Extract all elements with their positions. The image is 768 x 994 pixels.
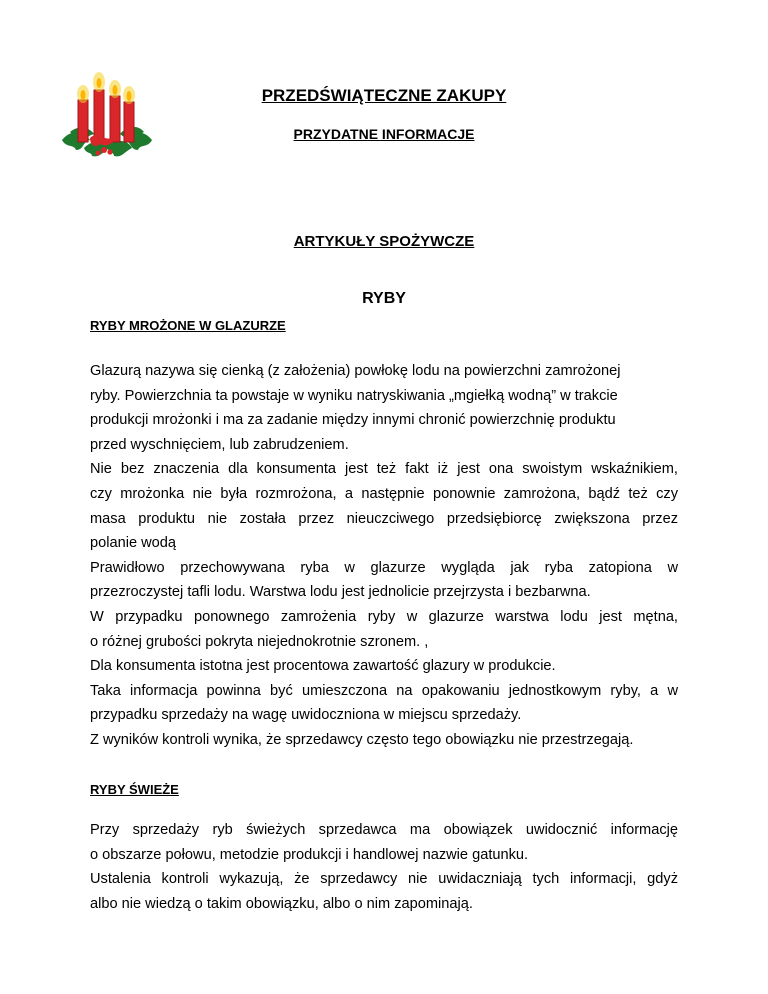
text-line: o różnej grubości pokryta niejednokrotnie szronem. , <box>90 633 429 650</box>
text-line: o obszarze połowu, metodzie produkcji i handlowej nazwie gatunku. <box>90 846 529 863</box>
text-line: Prawidłowo przechowywana ryba w glazurze wygląda jak ryba zatopiona w <box>90 559 678 576</box>
advent-candles-icon <box>54 70 160 158</box>
text-line: polanie wodą <box>90 535 177 552</box>
text-line: Z wyników kontroli wynika, że sprzedawcy często tego obowiązku nie przestrzegają. <box>90 731 634 748</box>
text-line: albo nie wiedzą o takim obowiązku, albo o nim zapominają. <box>90 895 473 912</box>
text-line: przypadku sprzedaży na wagę uwidoczniona w miejscu sprzedaży. <box>90 707 522 724</box>
text-line: masa produktu nie została przez nieuczciwego przedsiębiorcę zwiększona przez <box>90 510 678 527</box>
text-line: Ustalenia kontroli wykazują, że sprzedawcy nie uwidaczniają tych informacji, gdyż <box>90 871 678 888</box>
text-line: czy mrożonka nie była rozmrożona, a następnie ponownie zamrożona, bądź też czy <box>90 485 678 502</box>
category-title: RYBY <box>362 290 406 307</box>
page-title: PRZEDŚWIĄTECZNE ZAKUPY <box>261 86 507 105</box>
text-line: ryby. Powierzchnia ta powstaje w wyniku natryskiwania „mgiełką wodną” w trakcie <box>90 387 618 404</box>
heading-fresh-fish: RYBY ŚWIEŻE <box>90 782 179 797</box>
text-line: Taka informacja powinna być umieszczona na opakowaniu jednostkowym ryby, a w <box>90 682 678 699</box>
text-line: przezroczystej tafli lodu. Warstwa lodu jest jednolicie przejrzysta i bezbarwna. <box>90 584 591 601</box>
text-line: produkcji mrożonki i ma za zadanie między innymi chronić powierzchnię produktu <box>90 412 616 429</box>
text-line: Dla konsumenta istotna jest procentowa zawartość glazury w produkcie. <box>90 658 556 675</box>
text-line: Glazurą nazywa się cienką (z założenia) powłokę lodu na powierzchni zamrożonej <box>90 363 621 379</box>
text-line: przed wyschnięciem, lub zabrudzeniem. <box>90 436 349 453</box>
paragraph-frozen-fish <box>90 359 678 753</box>
text-line: Przy sprzedaży ryb świeżych sprzedawca ma obowiązek uwidocznić informację <box>90 822 678 838</box>
heading-frozen-fish: RYBY MROŻONE W GLAZURZE <box>90 318 286 333</box>
text-line: W przypadku ponownego zamrożenia ryby w glazurze warstwa lodu jest mętna, <box>90 608 678 625</box>
paragraph-fresh-fish <box>90 818 678 916</box>
text-line: Nie bez znaczenia dla konsumenta jest też fakt iż jest ona swoistym wskaźnikiem, <box>90 461 678 478</box>
page-subtitle: PRZYDATNE INFORMACJE <box>293 126 475 142</box>
section-title: ARTYKUŁY SPOŻYWCZE <box>293 233 475 250</box>
